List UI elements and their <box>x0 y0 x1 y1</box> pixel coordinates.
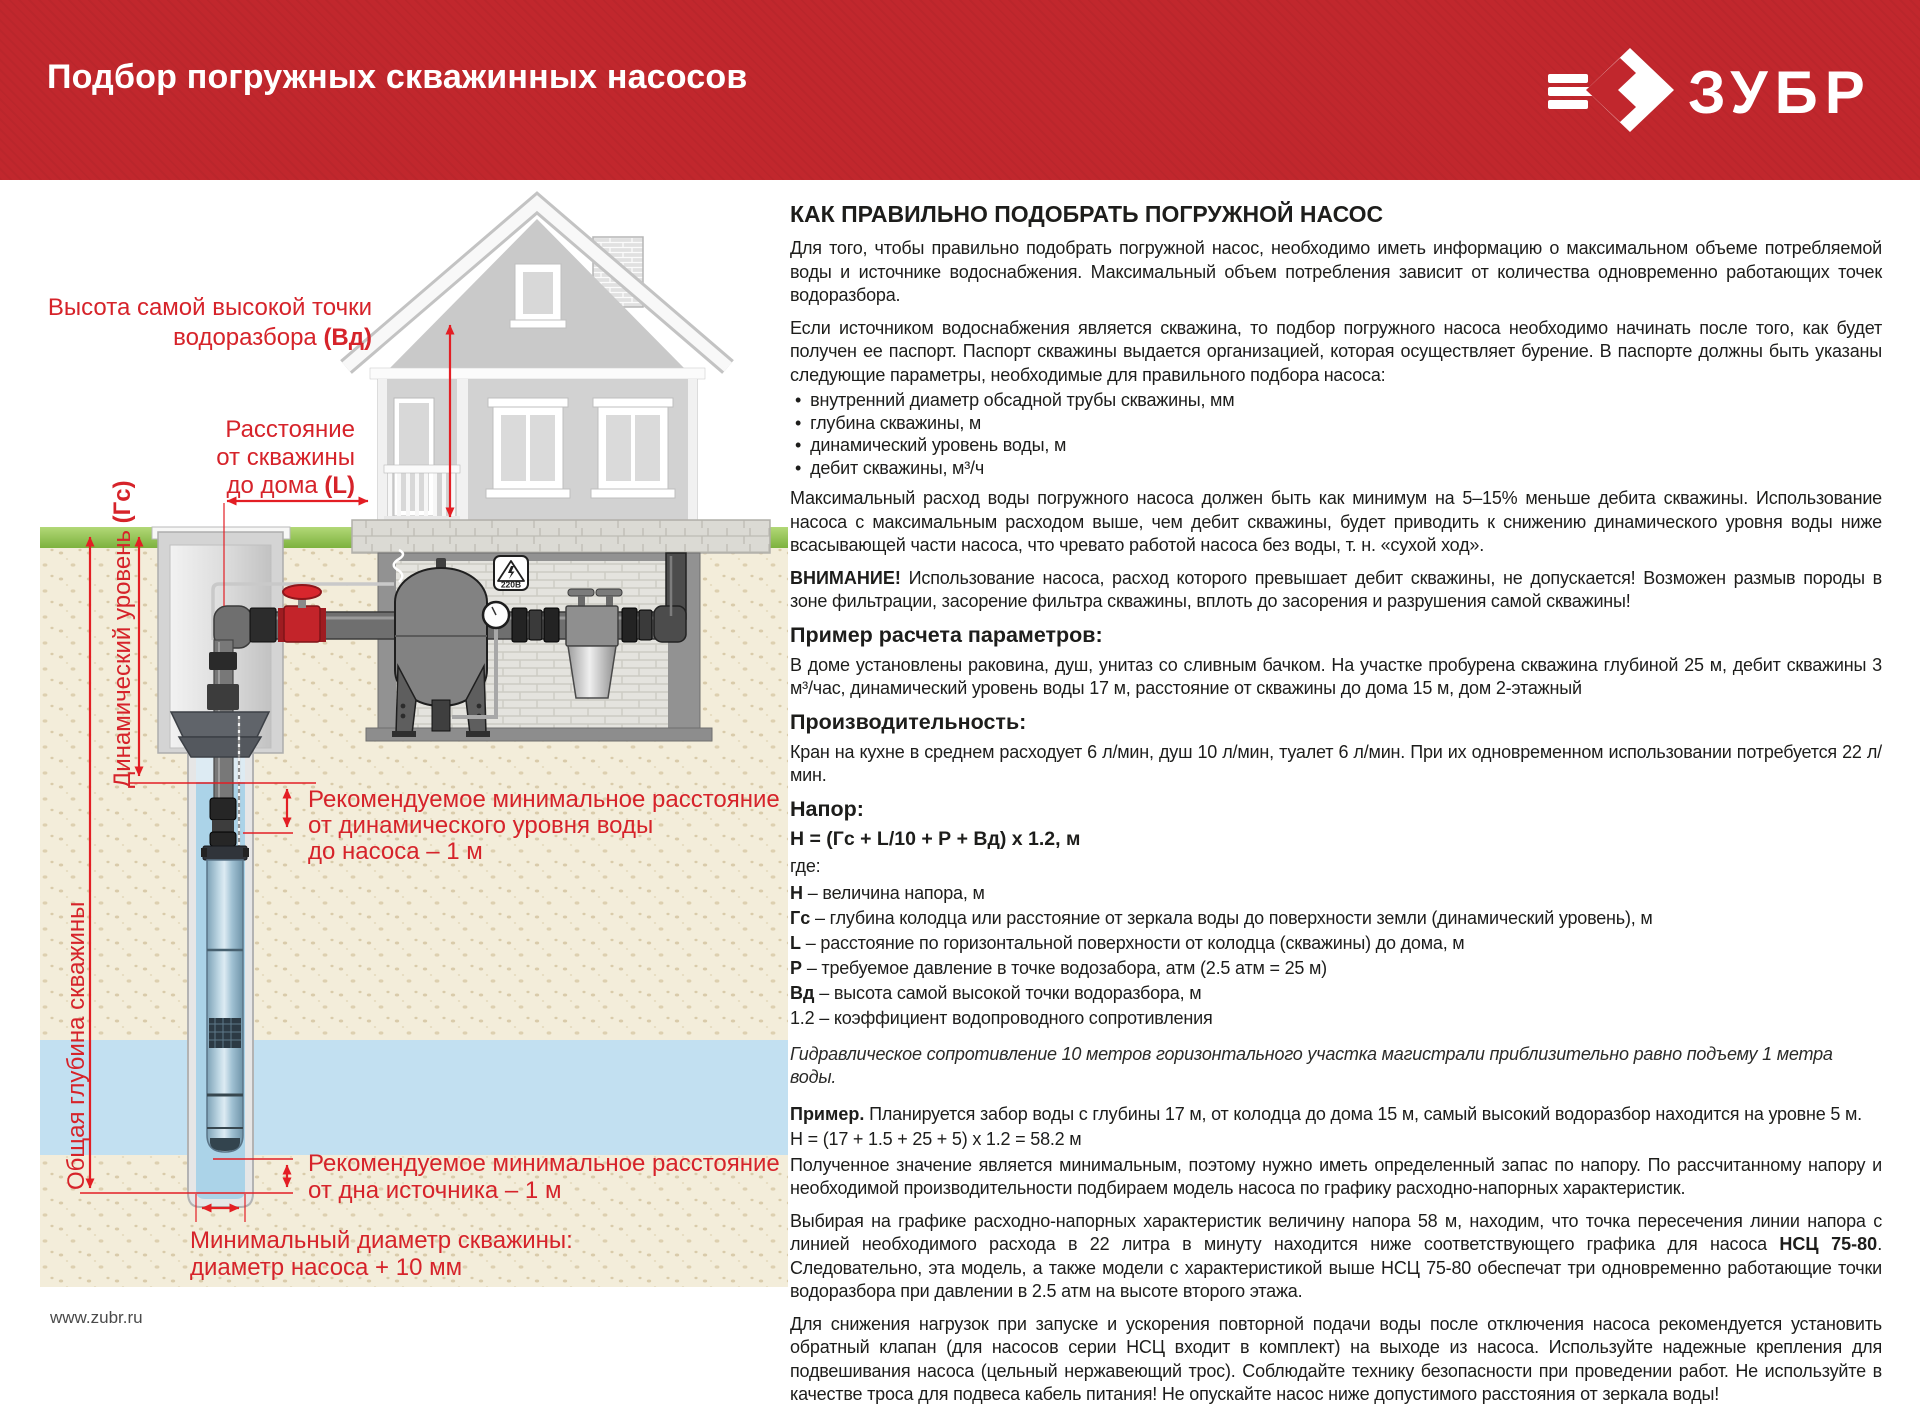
window <box>486 398 570 498</box>
label-dynamic-level: Динамический уровень (Гс) <box>109 480 136 788</box>
zubr-wordmark: ЗУБР <box>1688 59 1872 126</box>
article-column <box>790 201 1882 1416</box>
section-heading: Напор: <box>790 796 864 821</box>
bullet-item: • внутренний диаметр обсадной трубы скважины, мм <box>795 390 1235 410</box>
paragraph: Полученное значение является минимальным, поэтому нужно иметь определенный запас по напору. По рассчитанному напору и необходимой производительности подбираем модель насоса по графику расходно-напорных характеристик. <box>790 1154 1882 1198</box>
well-seal <box>171 712 269 737</box>
paragraph: ВНИМАНИЕ! Использование насоса, расход которого превышает дебит скважины, не допускается! Возможен размыв породы в зоне фильтрации, засорение фильтра скважины, вплоть до засорения и разрушения самой скважины! <box>790 567 1882 611</box>
aquifer-water <box>40 1040 788 1155</box>
bullet-item: • глубина скважины, м <box>795 412 982 433</box>
definition-line: Гс – глубина колодца или расстояние от зеркала воды до поверхности земли (динамический уровень), м <box>790 907 1653 928</box>
red-valve <box>278 585 326 642</box>
paragraph: Для того, чтобы правильно подобрать погружной насос, необходимо иметь информацию о максимальном объеме потребляемой воды и источнике водоснабжения. Максимальный объем потребления зависит от количества одновременно работающих точек водоразбора. <box>790 238 1882 305</box>
section-heading: Производительность: <box>790 709 1027 734</box>
sign-label: 220В <box>500 579 522 590</box>
corner-board <box>378 379 387 521</box>
bullet-item: • динамический уровень воды, м <box>795 435 1067 455</box>
section-heading: Пример расчета параметров: <box>790 622 1103 647</box>
label-min-bottom-gap: Рекомендуемое минимальное расстояние от дна источника – 1 м <box>308 1150 780 1204</box>
label-total-depth: Общая глубина скважины <box>63 901 90 1190</box>
note-line: Гидравлическое сопротивление 10 метров горизонтального участка магистрали приблизительно равно подъему 1 метра воды. <box>790 1043 1833 1087</box>
paragraph: Для снижения нагрузок при запуске и ускорения повторной подачи воды после отключения насоса рекомендуется установить обратный клапан (для насосов серии НСЦ входит в комплект) на выходе из насоса. Используйте надежные крепления для подвешивания насоса (цельный нержавеющий трос). Соблюдайте технику безопасности при проведении работ. Не используйте в качестве троса для подвеса кабель питания! Не опускайте насос ниже допустимого расстояния от зеркала воды! <box>790 1313 1882 1404</box>
paragraph: В доме установлены раковина, душ, унитаз со сливным бачком. На участке пробурена скважина глубиной 25 м, дебит скважины 3 м³/час, динамический уровень воды 17 м, расстояние от скважины до дома 15 м, дом 2-этажный <box>790 654 1882 698</box>
page-title: Подбор погружных скважинных насосов <box>47 58 748 96</box>
label-min-pump-gap: Рекомендуемое минимальное расстояние от динамического уровня воды до насоса – 1 м <box>308 786 780 865</box>
corner-board <box>688 379 697 521</box>
paragraph: Выбирая на графике расходно-напорных характеристик величину напора 58 м, находим, что точка пересечения линии напора с линией необходимого расхода в 22 литра в минуту находится ниже соответствующего графика для насоса НСЦ 75-80. Следовательно, эта модель, а также модели с характеристикой выше НСЦ 75-80 обеспечат три одновременно работающие точки водоразбора при давлении в 2.5 атм на высоте второго этажа. <box>790 1210 1883 1301</box>
bullet-dot-icon: • <box>795 457 802 478</box>
porch-column <box>457 379 468 521</box>
label-vd: Высота самой высокой точки водоразбора (Вд) <box>47 294 372 351</box>
paragraph: Кран на кухне в среднем расходует 6 л/мин, душ 10 л/мин, туалет 6 л/мин. При их одновременном использовании потребуется 22 л/мин. <box>790 741 1882 785</box>
article-heading: КАК ПРАВИЛЬНО ПОДОБРАТЬ ПОГРУЖНОЙ НАСОС <box>790 201 1384 227</box>
paragraph: Пример. Планируется забор воды с глубины 17 м, от колодца до дома 15 м, самый высокий водоразбор находится на уровне 5 м. <box>790 1103 1862 1124</box>
foundation <box>352 520 770 553</box>
well-diagram <box>0 180 790 1357</box>
definition-line: Н – величина напора, м <box>790 882 985 903</box>
zubr-logo <box>1548 44 1878 136</box>
bullet-list <box>790 389 1882 479</box>
definition-line: Р – требуемое давление в точке водозабора, атм (2.5 атм = 25 м) <box>790 957 1327 978</box>
label-l: Расстояние от скважины до дома (L) <box>216 416 355 499</box>
eave-band <box>370 368 705 379</box>
definition-line: L – расстояние по горизонтальной поверхности от колодца (скважины) до дома, м <box>790 932 1465 953</box>
bullet-dot-icon: • <box>795 435 802 455</box>
article-blocks <box>790 237 1882 1407</box>
paragraph: Если источником водоснабжения является скважина, то подбор погружного насоса необходимо начинать после того, как будет получен ее паспорт. Паспорт скважины выдается организацией, которая осуществляет бурение. В паспорте должны быть указаны следующие параметры, необходимые для правильного подбора насоса: <box>790 317 1882 385</box>
paragraph: где: <box>790 856 821 876</box>
paragraph: Максимальный расход воды погружного насоса должен быть как минимум на 5–15% меньше дебита скважины. Использование насоса с максимальным расходом выше, чем дебит скважины, будет приводить к снижению динамического уровня воды ниже всасывающей части насоса, что чревато работой насоса без воды, т. н. «сухой ход». <box>790 488 1882 555</box>
header-band <box>0 0 1920 180</box>
paragraph: Н = (17 + 1.5 + 25 + 5) х 1.2 = 58.2 м <box>790 1129 1082 1149</box>
bullet-dot-icon: • <box>795 390 802 410</box>
basement-floor <box>366 728 712 741</box>
water-filter <box>568 646 616 698</box>
submersible-pump <box>201 798 249 1152</box>
formula-line: Н = (Гс + L/10 + Р + Вд) х 1.2, м <box>790 827 1081 850</box>
definition-line: 1.2 – коэффициент водопроводного сопротивления <box>790 1007 1213 1028</box>
pipe-union <box>250 608 276 642</box>
window <box>591 398 675 498</box>
bullet-item: • дебит скважины, м³/ч <box>795 457 985 478</box>
definition-line: Вд – высота самой высокой точки водоразбора, м <box>790 982 1202 1003</box>
site-url: www.zubr.ru <box>50 1308 143 1327</box>
zubr-arrow-icon <box>1548 48 1674 132</box>
electric-220v-sign <box>494 556 528 590</box>
pressure-tank <box>392 558 490 737</box>
bullet-dot-icon: • <box>795 412 802 433</box>
pump-intake-screen <box>209 1018 241 1048</box>
label-min-diameter: Минимальный диаметр скважины: диаметр насоса + 10 мм <box>190 1227 573 1281</box>
attic-window <box>510 264 566 328</box>
